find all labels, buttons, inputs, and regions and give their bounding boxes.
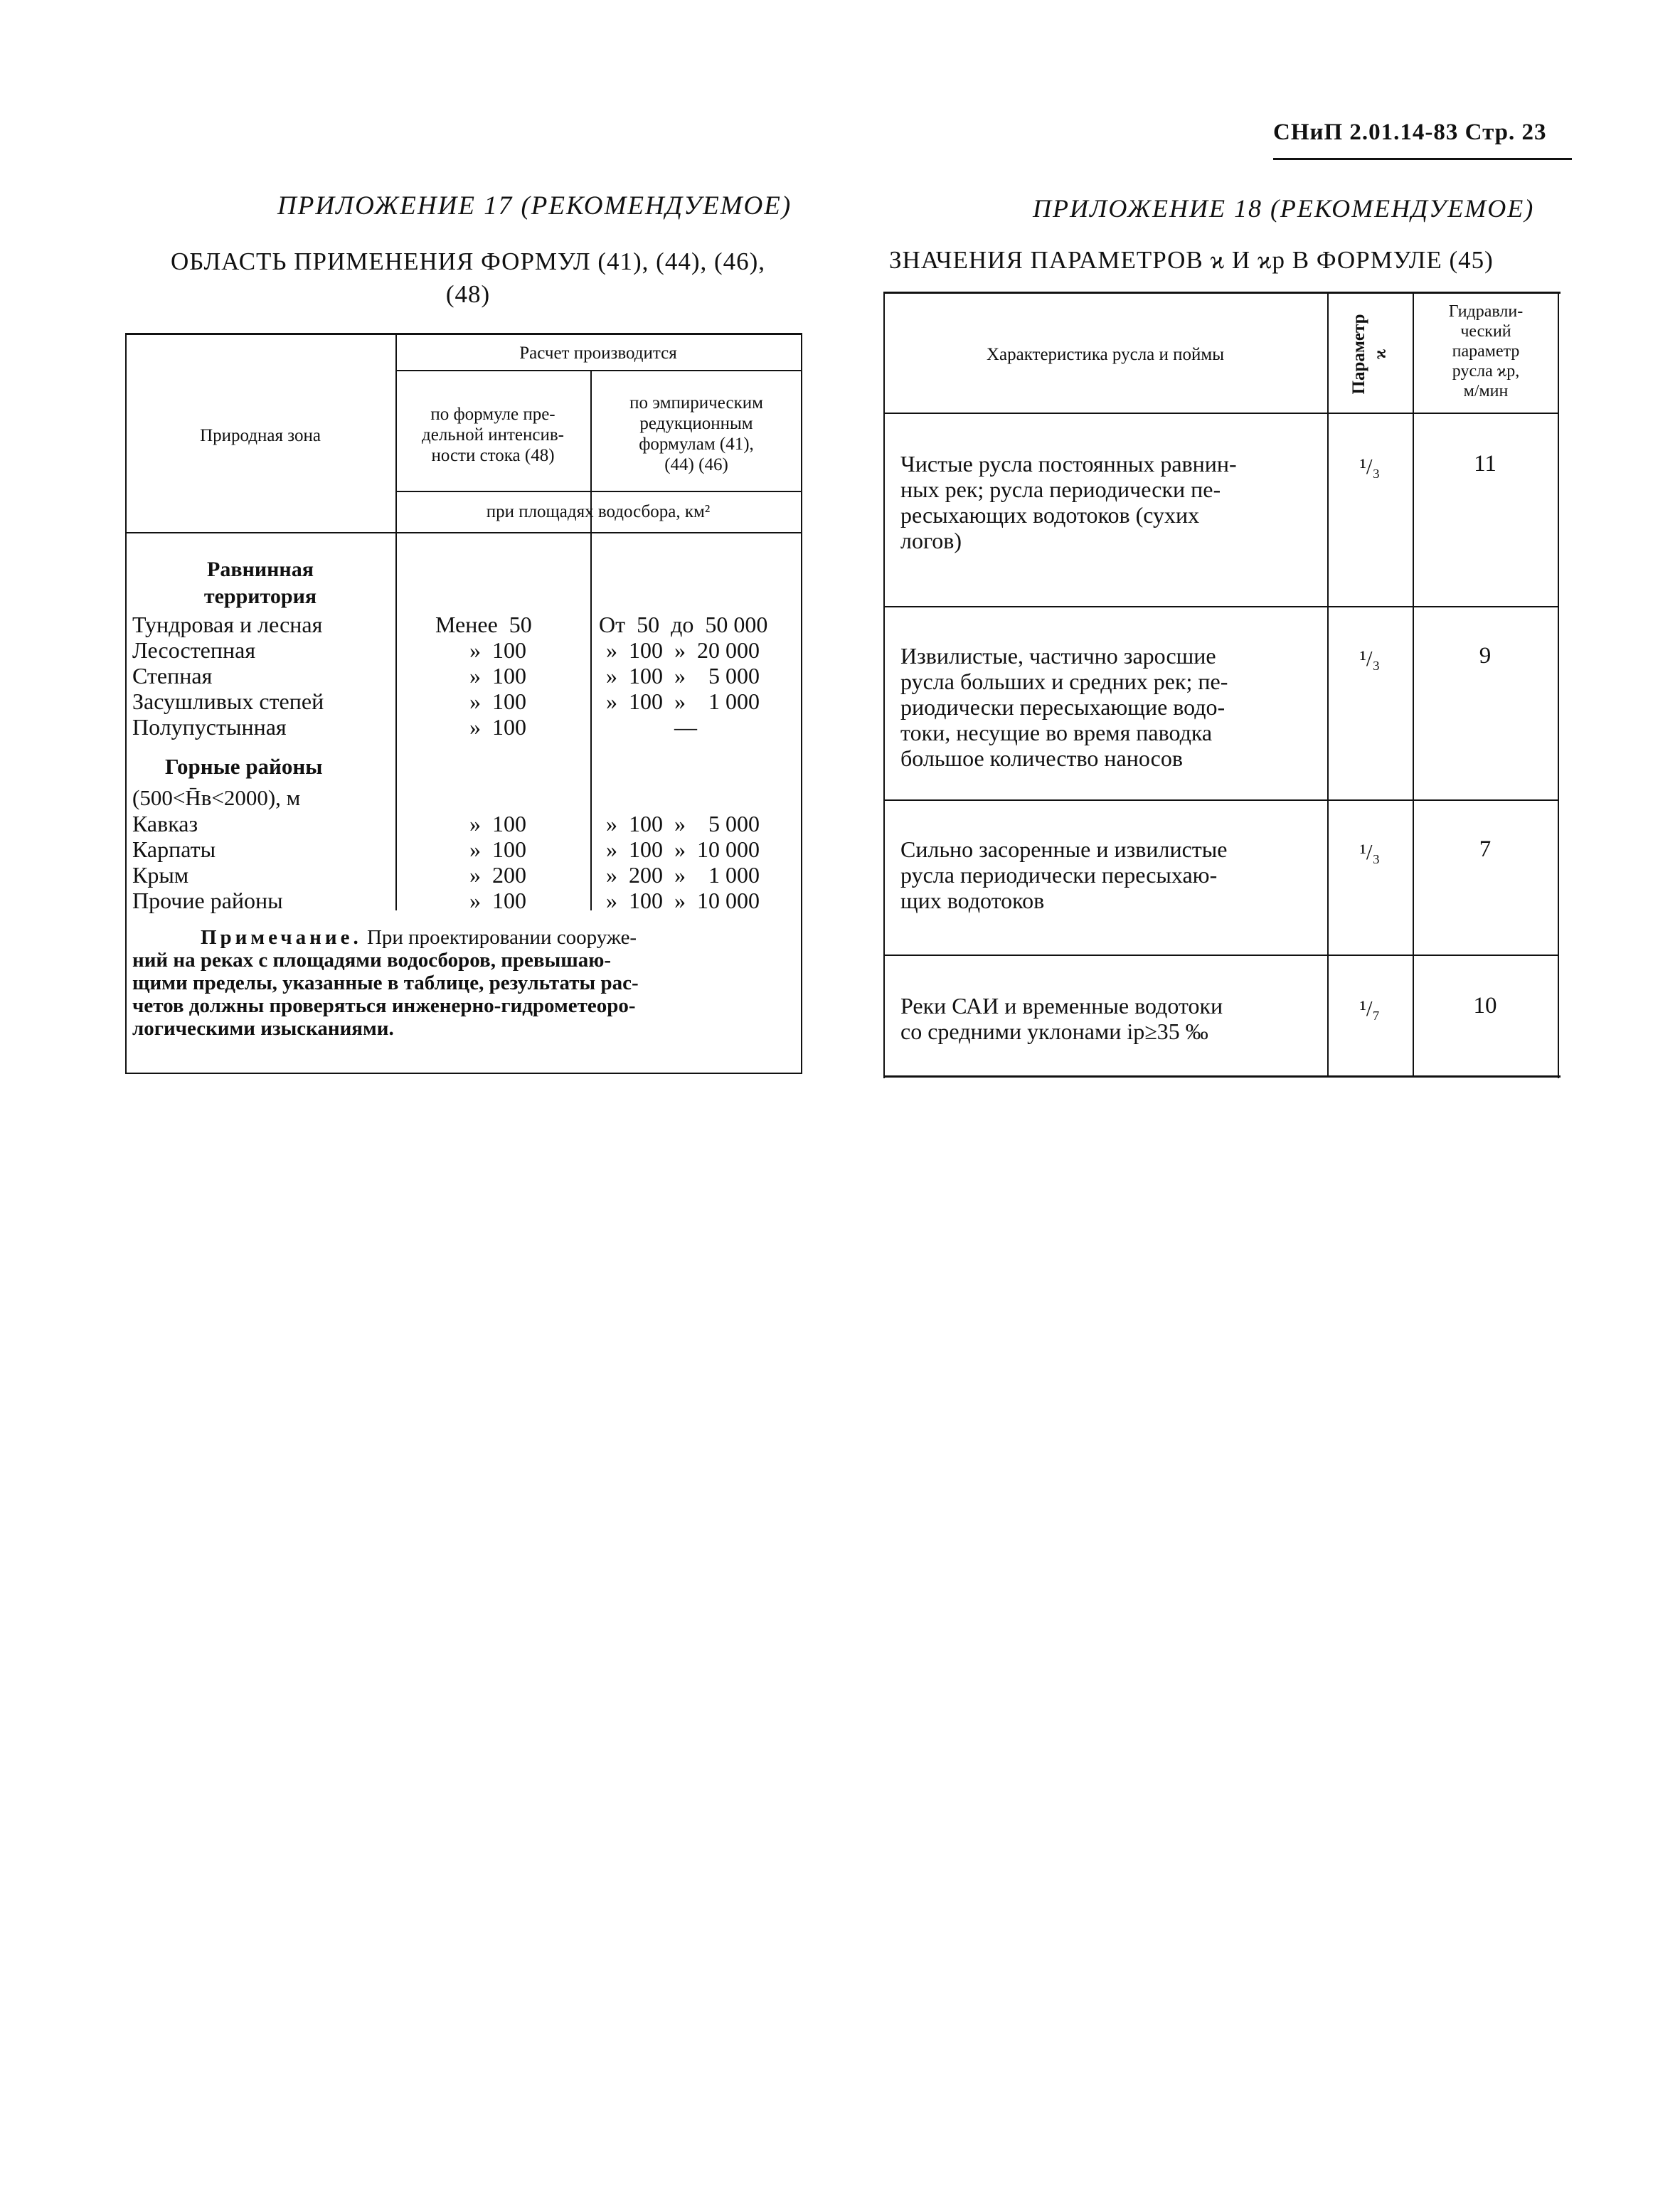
group-title-mountain — [132, 751, 322, 814]
header-line: м/мин — [1463, 382, 1509, 400]
desc-line: русла больших и средних рек; пе- — [900, 669, 1228, 694]
note-line: четов должны проверяться инженерно-гидрометеоро- — [132, 994, 636, 1017]
desc-line: ресыхающих водотоков (сухих — [900, 502, 1200, 528]
desc-line: Сильно засоренные и извилистые — [900, 836, 1228, 862]
row-description — [900, 993, 1313, 1044]
zone-label: Карпаты — [132, 836, 216, 862]
value-b: » 100 » 1 000 — [606, 689, 760, 714]
col-header-b — [593, 393, 799, 475]
hydro-value: 7 — [1479, 836, 1492, 862]
table-rule — [125, 333, 801, 335]
value-b: » 100 » 5 000 — [606, 811, 760, 836]
value-b: От 50 до 50 000 — [599, 612, 768, 637]
desc-line: со средними уклонами iр≥35 ‰ — [900, 1019, 1208, 1044]
value-a: » 100 — [469, 714, 526, 740]
zone-label: Засушливых степей — [132, 689, 324, 714]
zone-label: Лесостепная — [132, 637, 256, 663]
desc-line: Извилистые, частично заросшие — [900, 643, 1216, 669]
header-line: по эмпирическим — [629, 393, 763, 413]
zone-label: Прочие районы — [132, 888, 283, 913]
table-rule — [883, 606, 1558, 607]
param-value: ¹/₃ — [1359, 454, 1381, 479]
param-value: ¹/₇ — [1359, 996, 1381, 1021]
zone-label: Полупустынная — [132, 714, 287, 740]
value-b: » 100 » 5 000 — [606, 663, 760, 689]
table-rule — [883, 413, 1558, 414]
header-line: формулам (41), — [639, 435, 754, 454]
header-rule — [1273, 158, 1572, 160]
header-line: русла ϰр, — [1452, 362, 1520, 381]
value-b: » 200 » 1 000 — [606, 862, 760, 888]
note-line: щими пределы, указанные в таблице, результаты рас- — [132, 972, 639, 994]
value-a: » 100 — [469, 663, 526, 689]
group-line: (500<H̄в<2000), м — [132, 785, 301, 810]
appendix-18-heading: ЗНАЧЕНИЯ ПАРАМЕТРОВ ϰ И ϰр В ФОРМУЛЕ (45) — [889, 246, 1494, 274]
note-line: При проектировании сооруже- — [366, 926, 637, 949]
appendix-17-title: ПРИЛОЖЕНИЕ 17 (РЕКОМЕНДУЕМОЕ) — [277, 191, 792, 220]
value-a: » 100 — [469, 811, 526, 836]
note-label: Примечание. — [201, 926, 362, 949]
desc-line: щих водотоков — [900, 888, 1045, 913]
note-line: логическими изысканиями. — [132, 1017, 394, 1040]
group-line: Горные районы — [165, 754, 323, 779]
table-rule — [125, 532, 801, 533]
header-line: ности стока (48) — [431, 446, 555, 465]
header-line: (44) (46) — [664, 455, 728, 474]
value-b: » 100 » 10 000 — [606, 888, 760, 913]
group-line: территория — [203, 585, 317, 608]
header-line: ческий — [1460, 322, 1511, 341]
header-line: дельной интенсив- — [422, 425, 564, 445]
desc-line: Чистые русла постоянных равнин- — [900, 451, 1237, 477]
desc-line: риодически пересыхающие водо- — [900, 694, 1226, 720]
page-header: СНиП 2.01.14-83 Стр. 23 — [1273, 119, 1547, 145]
param-value: ¹/₃ — [1359, 646, 1381, 671]
table-rule — [883, 955, 1558, 956]
table-rule — [395, 491, 801, 492]
zone-label: Кавказ — [132, 811, 198, 836]
value-b: » 100 » 10 000 — [606, 836, 760, 862]
header-line: Гидравли- — [1448, 302, 1524, 321]
note-line: ний на реках с площадями водосборов, превышаю- — [132, 949, 612, 972]
row-description — [900, 643, 1313, 771]
col-header-a — [398, 404, 588, 466]
table-rule — [125, 1073, 802, 1074]
heading-line: (48) — [445, 280, 491, 308]
table-rule — [883, 1075, 1561, 1078]
group-title-plain — [132, 556, 388, 610]
group-line: Равнинная — [207, 558, 314, 581]
row-description — [900, 836, 1313, 913]
header-line: Параметр — [1349, 314, 1368, 395]
desc-line: логов) — [900, 528, 962, 553]
table-rule — [395, 370, 801, 371]
table-rule — [883, 292, 885, 1078]
header-line: по формуле пре- — [430, 405, 555, 424]
value-a: » 100 — [469, 637, 526, 663]
table-rule — [883, 292, 1561, 294]
col-subheader-area: при площадях водосбора, км² — [486, 502, 711, 521]
desc-line: Реки САИ и временные водотоки — [900, 993, 1223, 1019]
value-a: » 100 — [469, 888, 526, 913]
desc-line: ных рек; русла периодически пе- — [900, 477, 1221, 502]
row-description — [900, 451, 1313, 553]
table-rule — [1558, 292, 1559, 1078]
value-b: — — [674, 714, 697, 740]
value-a: » 200 — [469, 862, 526, 888]
table-rule — [1413, 293, 1414, 1075]
zone-label: Тундровая и лесная — [132, 612, 323, 637]
value-a: » 100 — [469, 689, 526, 714]
header-line: параметр — [1452, 342, 1520, 361]
hydro-value: 10 — [1473, 993, 1497, 1019]
value-a: Менее 50 — [435, 612, 532, 637]
desc-line: большое количество наносов — [900, 745, 1183, 771]
header-line: редукционным — [639, 414, 753, 433]
zone-label: Степная — [132, 663, 213, 689]
value-a: » 100 — [469, 836, 526, 862]
hydro-value: 11 — [1474, 451, 1496, 477]
hydro-value: 9 — [1479, 643, 1492, 669]
heading-line: ОБЛАСТЬ ПРИМЕНЕНИЯ ФОРМУЛ (41), (44), (46), — [170, 248, 766, 275]
header-line: ϰ — [1371, 349, 1390, 360]
col-header-desc: Характеристика русла и поймы — [986, 345, 1225, 364]
appendix-17-heading — [127, 245, 809, 311]
appendix-18-title: ПРИЛОЖЕНИЕ 18 (РЕКОМЕНДУЕМОЕ) — [1033, 194, 1535, 223]
table-rule — [395, 334, 397, 910]
table-rule — [883, 799, 1558, 801]
col-header-param — [1329, 297, 1411, 411]
desc-line: русла периодически пересыхаю- — [900, 862, 1218, 888]
desc-line: токи, несущие во время паводка — [900, 720, 1213, 745]
zone-label: Крым — [132, 862, 189, 888]
param-value: ¹/₃ — [1359, 839, 1381, 864]
table-17-note — [132, 926, 787, 1040]
col-header-group: Расчет производится — [519, 344, 677, 363]
table-rule — [590, 370, 592, 910]
table-rule — [801, 333, 802, 1074]
col-header-zone: Природная зона — [200, 426, 321, 445]
value-b: » 100 » 20 000 — [606, 637, 760, 663]
col-header-hydro — [1415, 302, 1556, 401]
